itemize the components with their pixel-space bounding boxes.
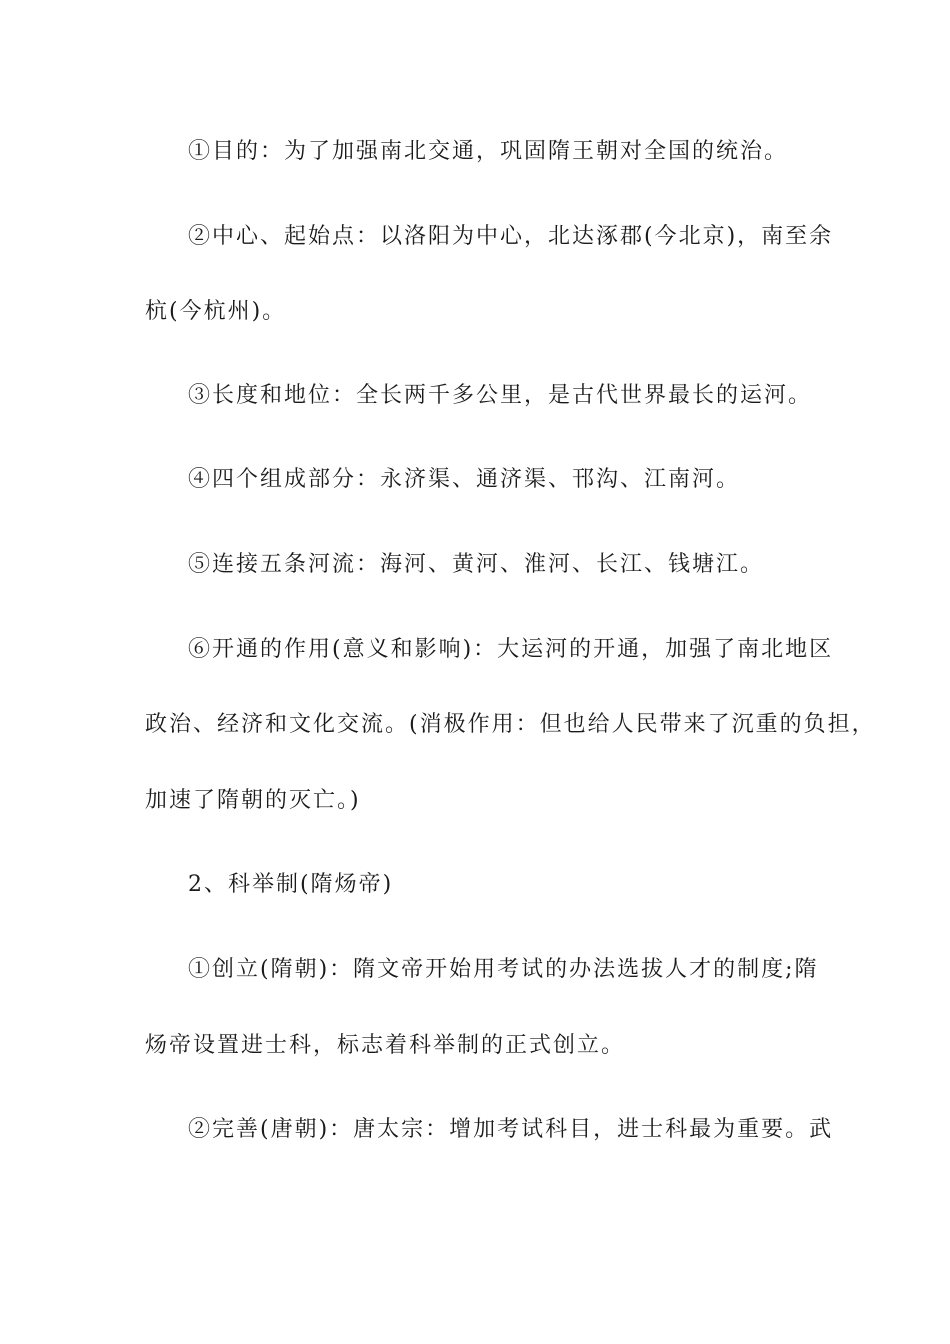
text-line-length: ③长度和地位：全长两千多公里，是古代世界最长的运河。 [188, 383, 813, 408]
text-line-effect: ⑥开通的作用(意义和影响)：大运河的开通，加强了南北地区 [188, 637, 834, 662]
text-line-purpose: ①目的：为了加强南北交通，巩固隋王朝对全国的统治。 [188, 139, 789, 164]
text-line-center-cont: 杭(今杭州)。 [145, 299, 287, 324]
text-line-parts: ④四个组成部分：永济渠、通济渠、邗沟、江南河。 [188, 467, 741, 492]
text-line-improvement: ②完善(唐朝)：唐太宗：增加考试科目，进士科最为重要。武 [188, 1117, 834, 1142]
text-line-founding-cont: 炀帝设置进士科，标志着科举制的正式创立。 [145, 1033, 626, 1058]
text-line-founding: ①创立(隋朝)：隋文帝开始用考试的办法选拔人才的制度;隋 [188, 957, 819, 982]
text-line-rivers: ⑤连接五条河流：海河、黄河、淮河、长江、钱塘江。 [188, 552, 765, 577]
text-line-effect-end: 加速了隋朝的灭亡。) [145, 788, 361, 813]
text-line-center: ②中心、起始点：以洛阳为中心，北达涿郡(今北京)，南至余 [188, 224, 834, 249]
text-line-effect-cont: 政治、经济和文化交流。(消极作用：但也给人民带来了沉重的负担， [145, 712, 876, 737]
section-heading-keju: 2、科举制(隋炀帝) [188, 872, 394, 897]
